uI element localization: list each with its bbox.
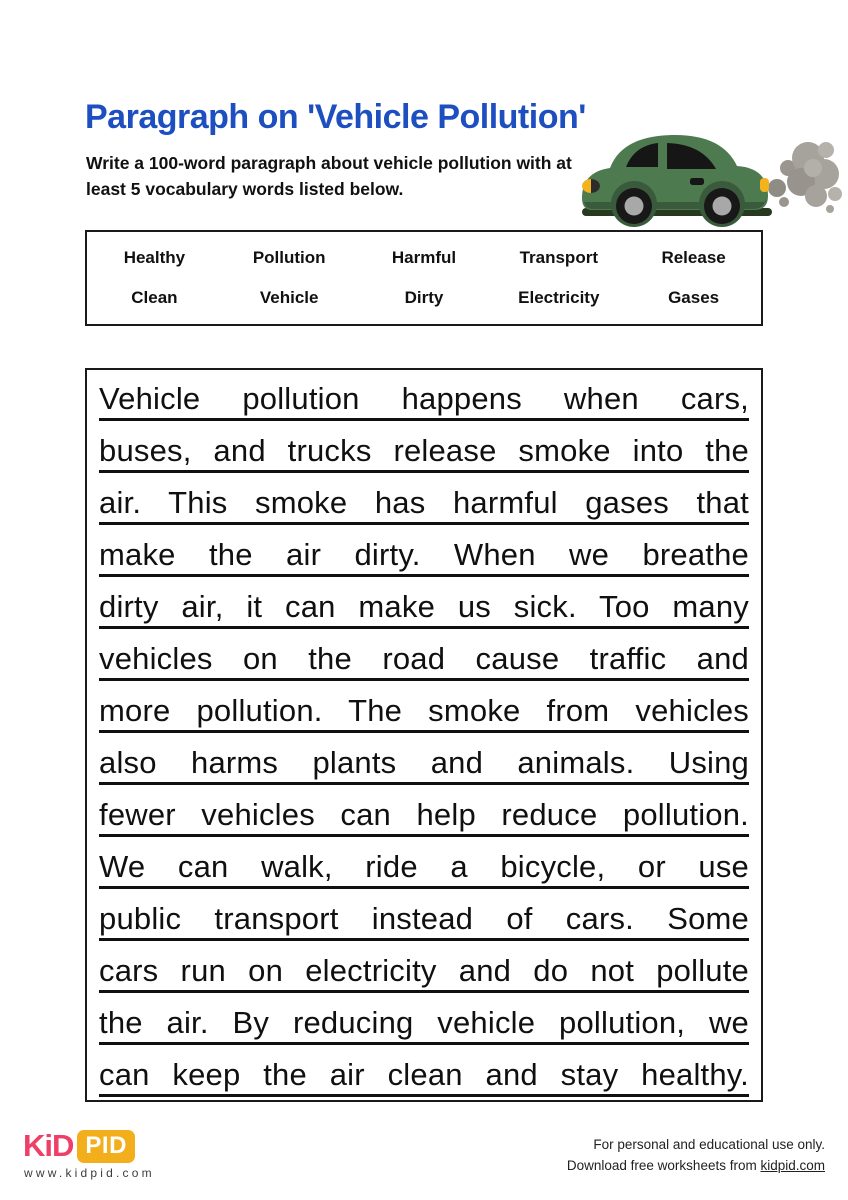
vocab-word-transport: Transport (519, 248, 598, 267)
paragraph-line: We can walk, ride a bicycle, or use (99, 849, 749, 884)
vocab-word-pollution: Pollution (252, 248, 326, 267)
vocab-word-vehicle: Vehicle (259, 288, 319, 307)
paragraph-line: make the air dirty. When we breathe (99, 537, 749, 572)
paragraph-line: air. This smoke has harmful gases that (99, 485, 749, 520)
paragraph-line: vehicles on the road cause traffic and (99, 641, 749, 676)
usage-note-line-1: For personal and educational use only. (593, 1137, 825, 1152)
green-car-smoke-icon (570, 116, 846, 228)
instructions-text (86, 150, 596, 202)
car-illustration (570, 116, 846, 228)
kidpid-logo (23, 1128, 135, 1164)
paragraph-line: public transport instead of cars. Some (99, 901, 749, 936)
exhaust-smoke (768, 142, 842, 213)
kidpid-website-url: www.kidpid.com (24, 1166, 155, 1180)
vocab-word-release: Release (661, 248, 726, 267)
paragraph-answer-box (85, 368, 763, 1102)
vocab-word-dirty: Dirty (404, 288, 444, 307)
paragraph-line: fewer vehicles can help reduce pollution. (99, 797, 749, 832)
kidpid-logo-kid-text: KiD (23, 1128, 74, 1163)
instructions-line-1: Write a 100-word paragraph about vehicle pollution with at (86, 153, 572, 173)
paragraph-line: cars run on electricity and do not pollute (99, 953, 749, 988)
vocab-word-harmful: Harmful (391, 248, 457, 267)
paragraph-line: dirty air, it can make us sick. Too many (99, 589, 749, 624)
vocab-word-electricity: Electricity (518, 288, 600, 307)
kidpid-logo-pid-badge: PID (77, 1130, 135, 1163)
usage-note-line-2 (567, 1155, 825, 1176)
usage-note (567, 1134, 825, 1176)
paragraph-line: buses, and trucks release smoke into the (99, 433, 749, 468)
vocab-word-healthy: Healthy (123, 248, 186, 267)
instructions-line-2: least 5 vocabulary words listed below. (86, 179, 404, 199)
paragraph-line: Vehicle pollution happens when cars, (99, 381, 749, 416)
paragraph-line: also harms plants and animals. Using (99, 745, 749, 780)
page-title: Paragraph on 'Vehicle Pollution' (85, 98, 586, 136)
vocabulary-box (85, 230, 763, 326)
paragraph-line: can keep the air clean and stay healthy. (99, 1057, 749, 1092)
kidpid-link[interactable]: kidpid.com (760, 1158, 825, 1173)
vocab-word-gases: Gases (668, 288, 720, 307)
vocab-word-clean: Clean (131, 288, 178, 307)
paragraph-line: the air. By reducing vehicle pollution, we (99, 1005, 749, 1040)
usage-note-line-2-text: Download free worksheets from (566, 1158, 761, 1173)
paragraph-line: more pollution. The smoke from vehicles (99, 693, 749, 728)
